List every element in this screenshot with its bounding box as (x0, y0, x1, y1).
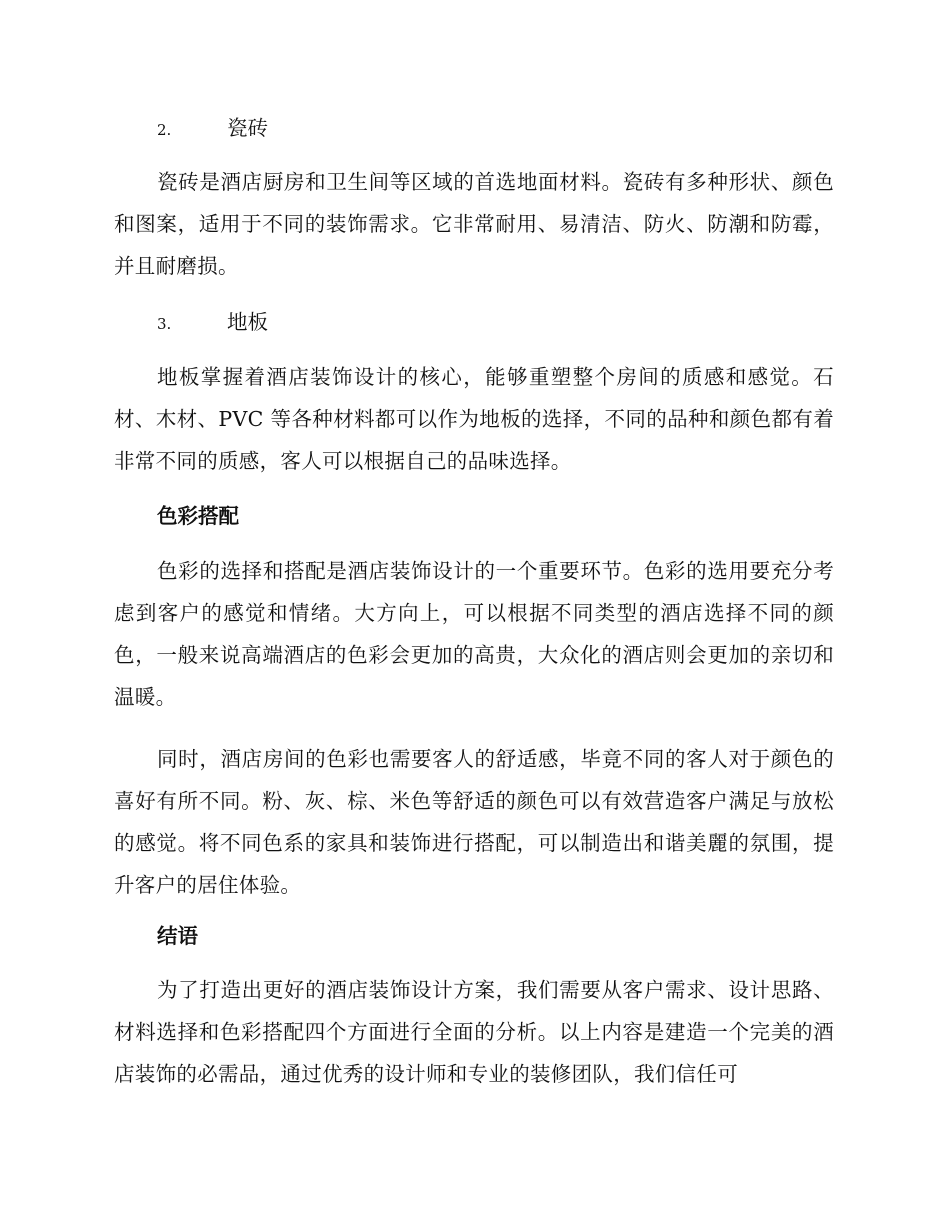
paragraph-tiles: 瓷砖是酒店厨房和卫生间等区域的首选地面材料。瓷砖有多种形状、颜色和图案，适用于不同的装饰需求。它非常耐用、易清洁、防火、防潮和防霉，并且耐磨损。 (114, 170, 834, 278)
paragraph-color-2: 同时，酒店房间的色彩也需要客人的舒适感，毕竟不同的客人对于颜色的喜好有所不同。粉、灰、棕、米色等舒适的颜色可以有效营造客户满足与放松的感觉。将不同色系的家具和装饰进行搭配，可以制造出和谐美麗的氛围，提升客户的居住体验。 (114, 747, 834, 897)
list-number: 2. (157, 121, 172, 139)
list-item-floor (114, 308, 834, 338)
paragraph-color-1: 色彩的选择和搭配是酒店装饰设计的一个重要环节。色彩的选用要充分考虑到客户的感觉和情绪。大方向上，可以根据不同类型的酒店选择不同的颜色，一般来说高端酒店的色彩会更加的高贵，大众化的酒店则会更加的亲切和温暖。 (114, 559, 834, 709)
list-title: 地板 (227, 310, 268, 334)
list-item-tiles (114, 114, 834, 144)
paragraph-conclusion: 为了打造出更好的酒店装饰设计方案，我们需要从客户需求、设计思路、材料选择和色彩搭配四个方面进行全面的分析。以上内容是建造一个完美的酒店装饰的必需品，通过优秀的设计师和专业的装修团队，我们信任可 (114, 978, 834, 1086)
paragraph-floor: 地板掌握着酒店装饰设计的核心，能够重塑整个房间的质感和感觉。石材、木材、PVC 等各种材料都可以作为地板的选择，不同的品种和颜色都有着非常不同的质感，客人可以根据自己的品味选择。 (114, 365, 834, 473)
section-heading-color: 色彩搭配 (157, 504, 239, 528)
section-heading-conclusion: 结语 (157, 924, 198, 948)
list-number: 3. (157, 315, 172, 333)
list-title: 瓷砖 (227, 116, 268, 140)
